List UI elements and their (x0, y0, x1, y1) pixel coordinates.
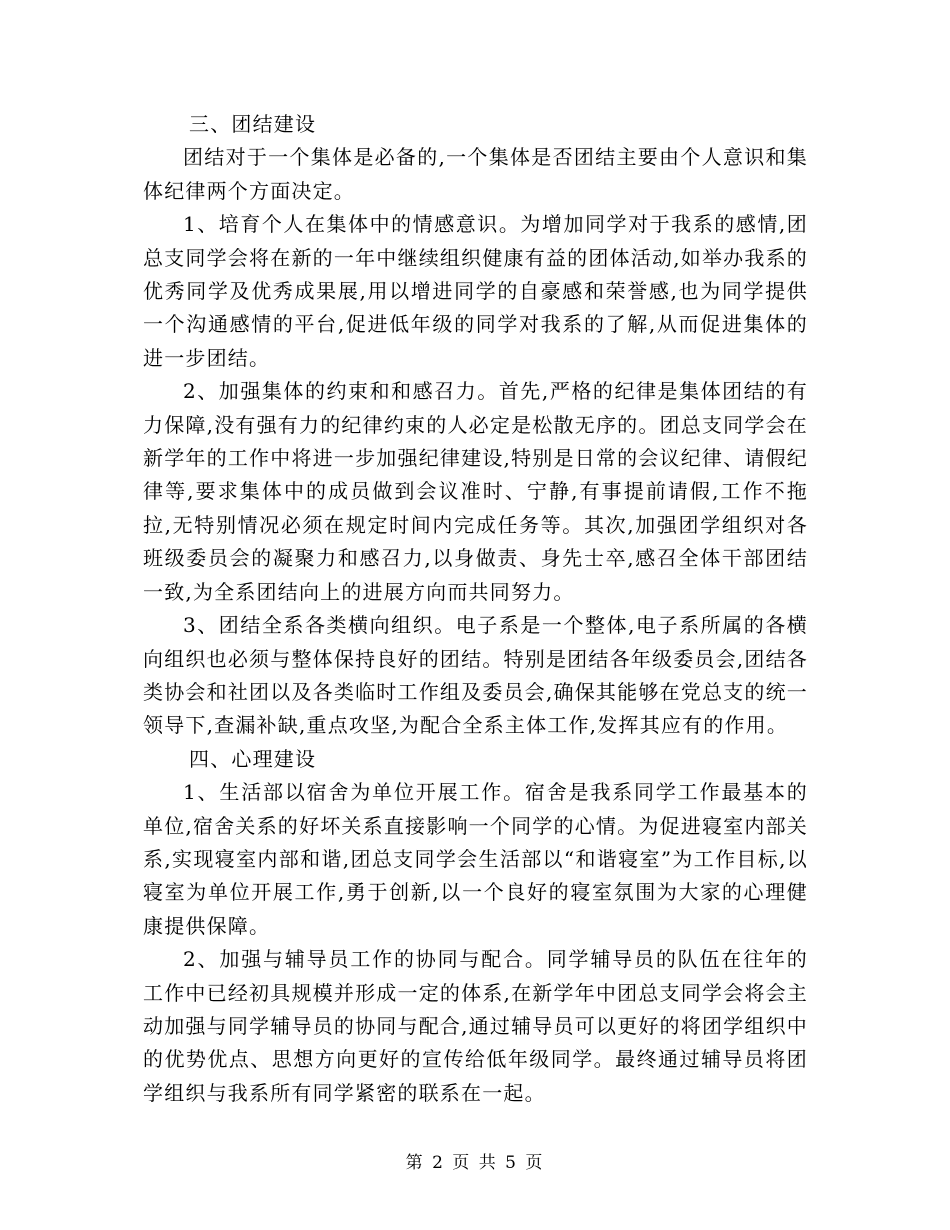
paragraph-unity-item-1: 1、培育个人在集体中的情感意识。为增加同学对于我系的感情,团总支同学会将在新的一年中继续组织健康有益的团体活动,如举办我系的优秀同学及优秀成果展,用以增进同学的自豪感和荣誉感,也为同学提供一个沟通感情的平台,促进低年级的同学对我系的了解,从而促进集体的进一步团结。 (143, 212, 808, 370)
page-number-footer: 第 2 页 共 5 页 (405, 1153, 545, 1173)
section-heading-psychology: 四、心理建设 (189, 746, 317, 771)
paragraph-unity-item-2: 2、加强集体的约束和和感召力。首先,严格的纪律是集体团结的有力保障,没有强有力的纪律约束的人必定是松散无序的。团总支同学会在新学年的工作中将进一步加强纪律建设,特别是日常的会议纪律、请假纪律等,要求集体中的成员做到会议准时、宁静,有事提前请假,工作不拖拉,无特别情况必须在规定时间内完成任务等。其次,加强团学组织对各班级委员会的凝聚力和感召力,以身做责、身先士卒,感召全体干部团结一致,为全系团结向上的进展方向而共同努力。 (143, 379, 808, 604)
paragraph-unity-intro: 团结对于一个集体是必备的,一个集体是否团结主要由个人意识和集体纪律两个方面决定。 (143, 145, 808, 203)
section-heading-unity: 三、团结建设 (189, 112, 317, 136)
paragraph-unity-item-3: 3、团结全系各类横向组织。电子系是一个整体,电子系所属的各横向组织也必须与整体保持良好的团结。特别是团结各年级委员会,团结各类协会和社团以及各类临时工作组及委员会,确保其能够在党总支的统一领导下,查漏补缺,重点攻坚,为配合全系主体工作,发挥其应有的作用。 (143, 613, 808, 738)
paragraph-psychology-item-2: 2、加强与辅导员工作的协同与配合。同学辅导员的队伍在往年的工作中已经初具规模并形成一定的体系,在新学年中团总支同学会将会主动加强与同学辅导员的协同与配合,通过辅导员可以更好的将团学组织中的优势优点、思想方向更好的宣传给低年级同学。最终通过辅导员将团学组织与我系所有同学紧密的联系在一起。 (143, 947, 808, 1105)
document-body (143, 108, 808, 1110)
paragraph-psychology-item-1: 1、生活部以宿舍为单位开展工作。宿舍是我系同学工作最基本的单位,宿舍关系的好坏关系直接影响一个同学的心情。为促进寝室内部关系,实现寝室内部和谐,团总支同学会生活部以“和谐寝室”为工作目标,以寝室为单位开展工作,勇于创新,以一个良好的寝室氛围为大家的心理健康提供保障。 (143, 780, 808, 938)
